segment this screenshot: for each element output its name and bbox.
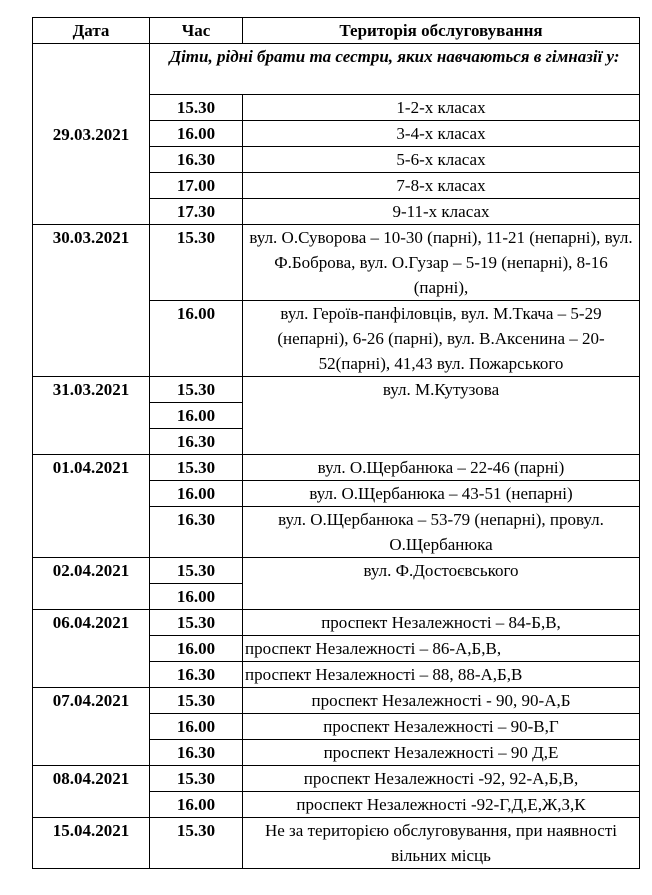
table-row [33,377,640,403]
territory-cell: 1-2-х класах [243,95,640,121]
date-cell: 06.04.2021 [33,610,150,688]
territory-cell: вул. Ф.Достоєвського [243,558,640,610]
territory-cell: проспект Незалежності -92-Г,Д,Е,Ж,З,К [243,792,640,818]
time-cell: 15.30 [150,95,243,121]
territory-cell: вул. О.Щербанюка – 53-79 (непарні), провул. О.Щербанюка [243,507,640,558]
schedule-table [32,17,640,869]
territory-cell: проспект Незалежності – 90-В,Г [243,714,640,740]
time-cell: 16.30 [150,662,243,688]
date-cell: 02.04.2021 [33,558,150,610]
territory-cell: 3-4-х класах [243,121,640,147]
territory-cell: вул. О.Щербанюка – 22-46 (парні) [243,455,640,481]
header-territory: Територія обслуговування [243,18,640,44]
territory-cell: вул. Героїв-панфіловців, вул. М.Ткача – 5-29 (непарні), 6-26 (парні), вул. В.Аксенина – 20-52(парні), 41,43 вул. Пожарського [243,301,640,377]
territory-cell: проспект Незалежності - 90, 90-А,Б [243,688,640,714]
time-cell: 15.30 [150,225,243,301]
date-cell: 15.04.2021 [33,818,150,869]
table-row [33,766,640,792]
territory-cell: 9-11-х класах [243,199,640,225]
time-cell: 15.30 [150,455,243,481]
time-cell: 16.30 [150,507,243,558]
header-row [33,18,640,44]
time-cell: 16.00 [150,121,243,147]
territory-cell: Не за територією обслуговування, при наявності вільних місць [243,818,640,869]
table-row [33,44,640,95]
header-time: Час [150,18,243,44]
header-date: Дата [33,18,150,44]
date-cell: 07.04.2021 [33,688,150,766]
date-cell: 01.04.2021 [33,455,150,558]
territory-cell: 7-8-х класах [243,173,640,199]
territory-cell: проспект Незалежності -92, 92-А,Б,В, [243,766,640,792]
table-row [33,818,640,869]
territory-cell: вул. О.Щербанюка – 43-51 (непарні) [243,481,640,507]
time-cell: 15.30 [150,818,243,869]
table-row [33,225,640,301]
territory-cell: проспект Незалежності – 90 Д,Е [243,740,640,766]
time-cell: 16.00 [150,301,243,377]
table-row [33,558,640,584]
time-cell: 16.00 [150,636,243,662]
time-cell: 17.30 [150,199,243,225]
time-cell: 16.30 [150,147,243,173]
time-cell: 16.00 [150,714,243,740]
time-cell: 17.00 [150,173,243,199]
territory-cell: вул. О.Суворова – 10-30 (парні), 11-21 (непарні), вул. Ф.Боброва, вул. О.Гузар – 5-19 (непарні), 8-16 (парні), [243,225,640,301]
gymnasium-subheader: Діти, рідні брати та сестри, яких навчаються в гімназії у: [150,44,640,95]
time-cell: 15.30 [150,610,243,636]
time-cell: 16.30 [150,740,243,766]
table-row [33,455,640,481]
date-cell: 29.03.2021 [33,44,150,225]
date-cell: 30.03.2021 [33,225,150,377]
time-cell: 16.00 [150,584,243,610]
table-row [33,688,640,714]
territory-cell: проспект Незалежності – 88, 88-А,Б,В [243,662,640,688]
time-cell: 15.30 [150,766,243,792]
time-cell: 16.30 [150,429,243,455]
table-row [33,610,640,636]
territory-cell: проспект Незалежності – 84-Б,В, [243,610,640,636]
time-cell: 15.30 [150,558,243,584]
territory-cell: 5-6-х класах [243,147,640,173]
date-cell: 08.04.2021 [33,766,150,818]
territory-cell: проспект Незалежності – 86-А,Б,В, [243,636,640,662]
territory-cell: вул. М.Кутузова [243,377,640,455]
time-cell: 16.00 [150,481,243,507]
time-cell: 16.00 [150,403,243,429]
time-cell: 16.00 [150,792,243,818]
time-cell: 15.30 [150,688,243,714]
date-cell: 31.03.2021 [33,377,150,455]
time-cell: 15.30 [150,377,243,403]
